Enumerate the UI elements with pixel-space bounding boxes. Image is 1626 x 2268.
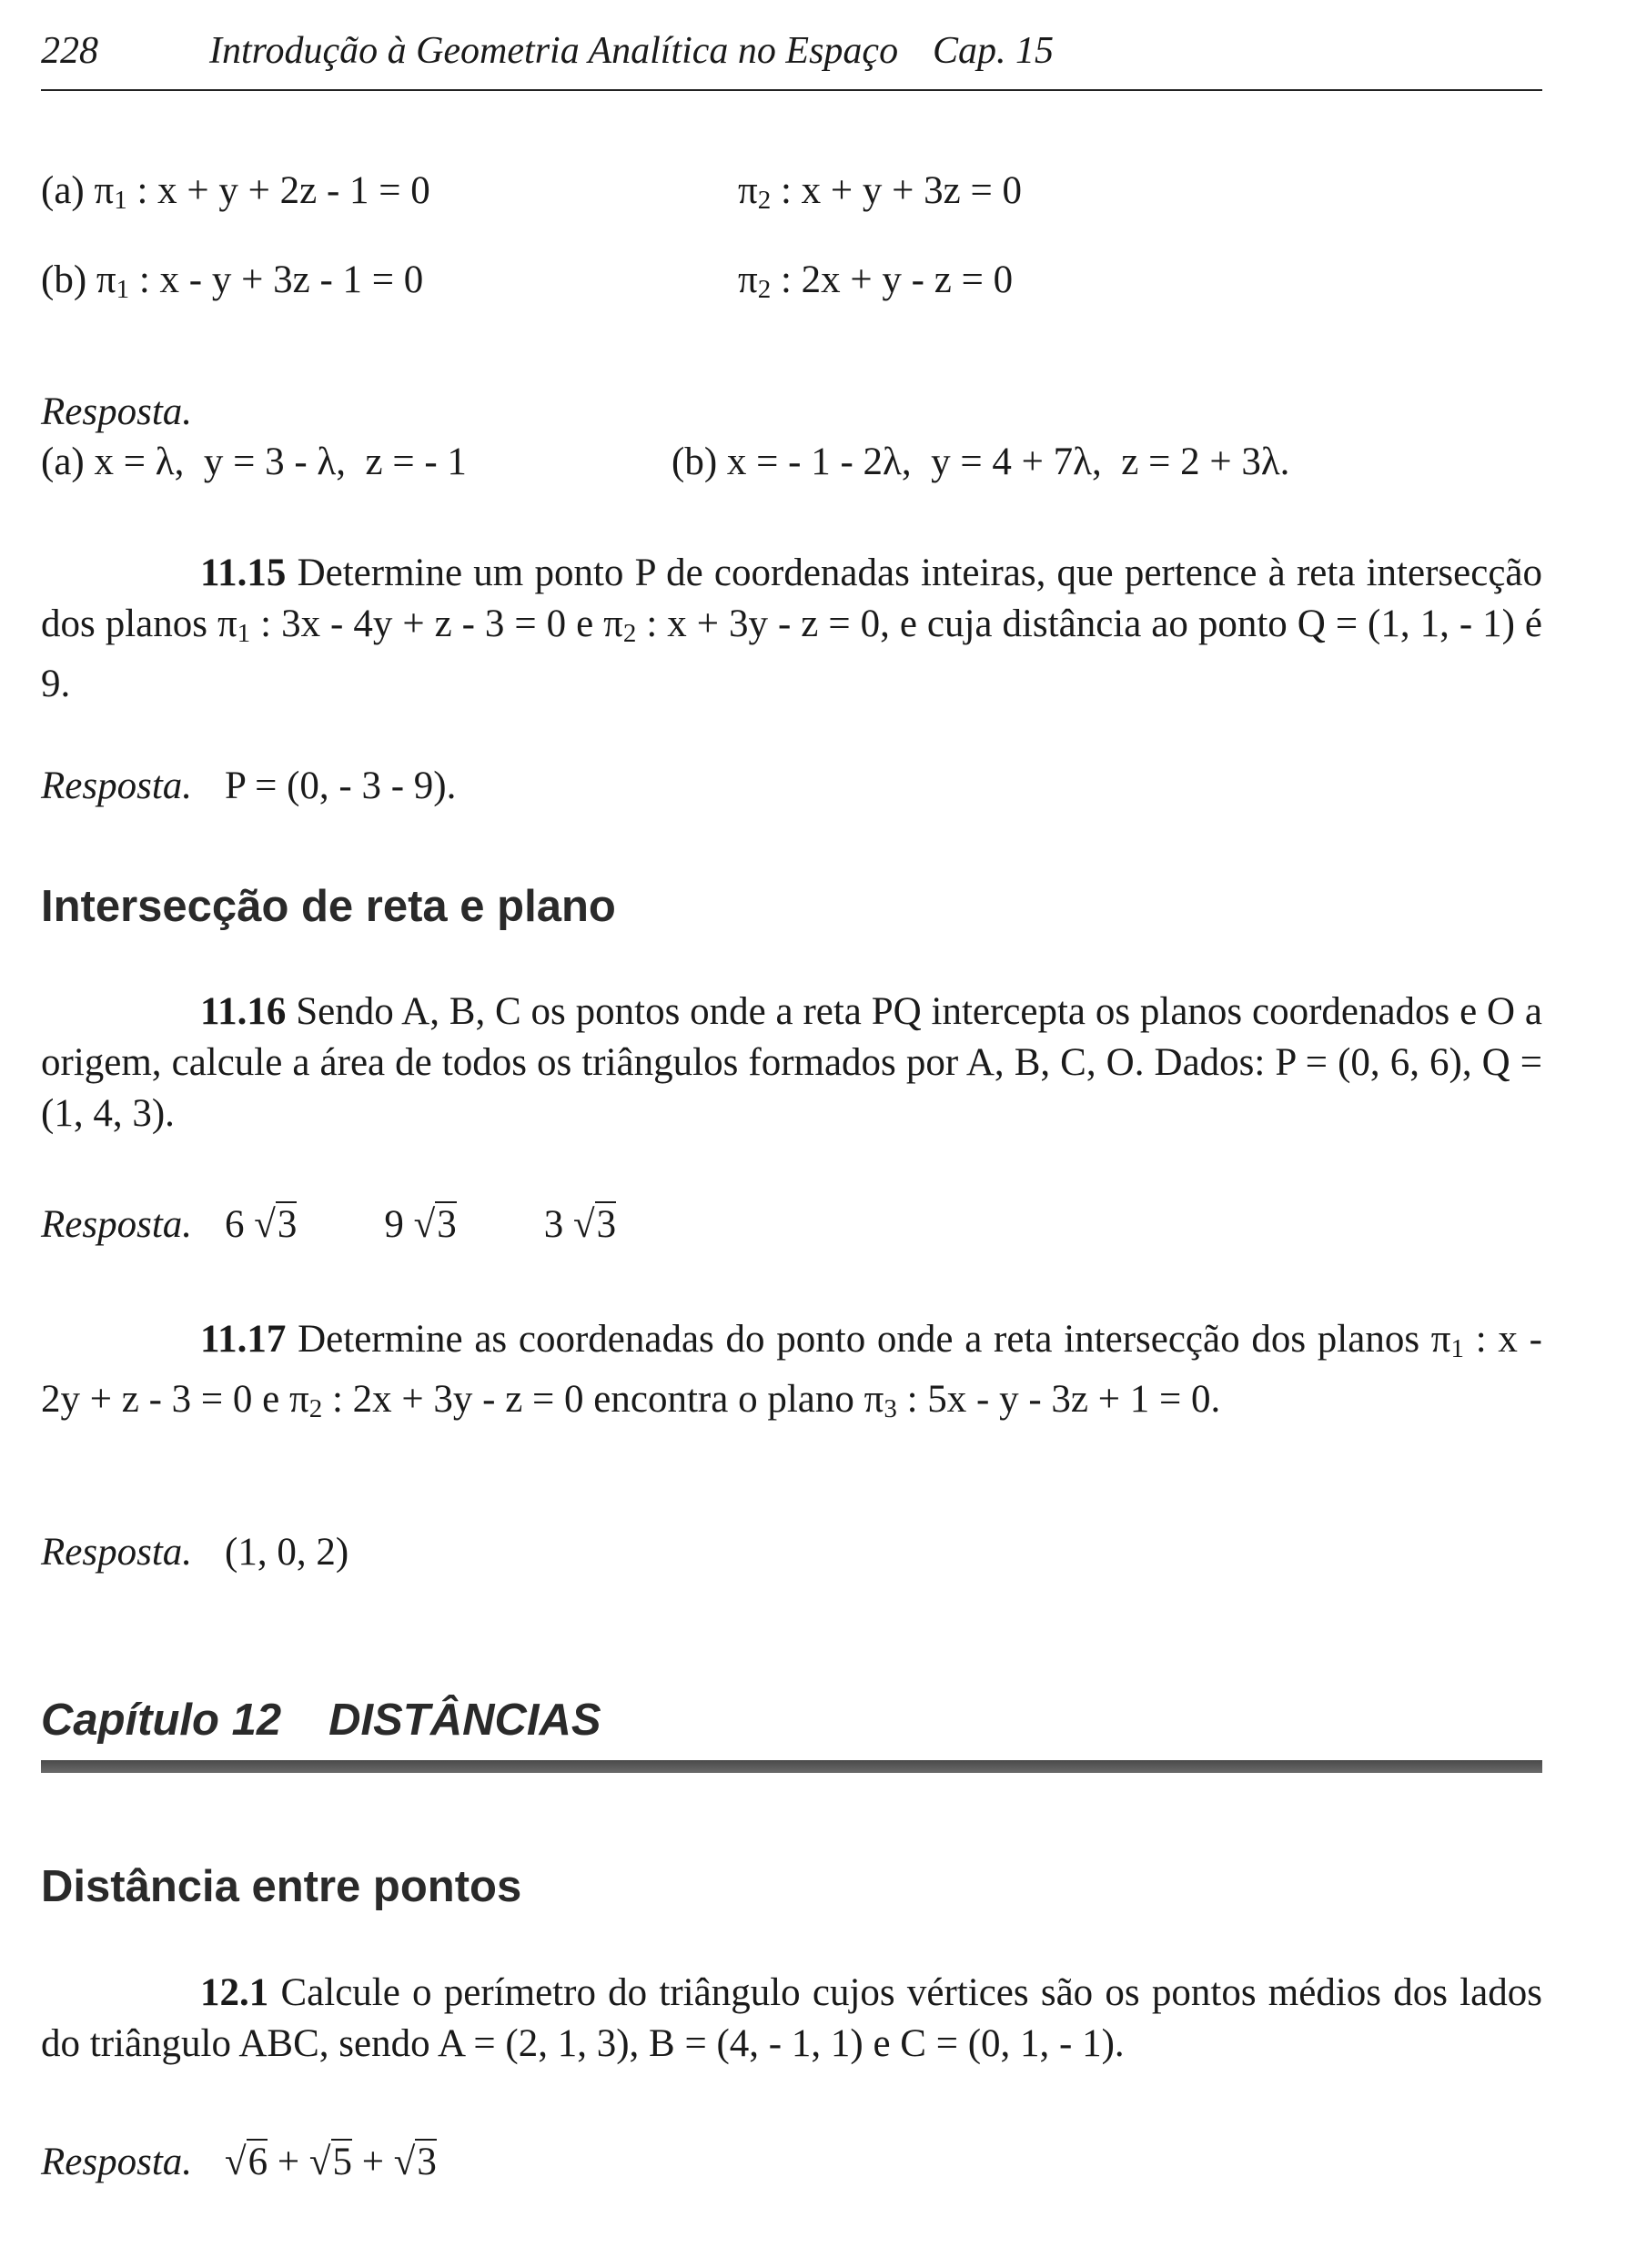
answer-a: (a) x = λ, y = 3 - λ, z = - 1 <box>41 440 467 483</box>
sqrt-expression: √3 <box>254 1203 298 1246</box>
answer-label: Resposta. <box>41 2141 193 2183</box>
chapter-reference: Cap. 15 <box>933 30 1055 72</box>
exercise-text: : 3x - 4y + z - 3 = 0 e π <box>250 602 623 645</box>
exercise-text: Sendo A, B, C os pontos onde a reta PQ intercepta os planos coordenados e O a origem, calcule a área de todos os triângulos formados por A, B, C, O. Dados: P = (0, 6, 6), Q = (1, 4, 3). <box>41 990 1542 1135</box>
pi-symbol: π <box>96 258 116 301</box>
exercise-text: : 2x + 3y - z = 0 encontra o plano π <box>322 1378 884 1421</box>
equation: : x - y + 3z - 1 = 0 <box>129 258 424 301</box>
running-head <box>41 25 1542 91</box>
radicand: 5 <box>332 2141 353 2183</box>
subscript: 1 <box>237 619 251 648</box>
item-b-label: (b) <box>41 258 87 301</box>
sqrt-expression: √6 <box>225 2141 268 2183</box>
exercise-11-17 <box>41 1314 1542 1434</box>
exercise-text: Determine um ponto P de coordenadas inteiras, que pertence à reta intersecção dos planos π <box>41 552 1542 645</box>
chapter-rule <box>41 1760 1542 1773</box>
exercise-text: Determine as coordenadas do ponto onde a reta intersecção dos planos π <box>286 1318 1451 1361</box>
exercise-number: 12.1 <box>200 1971 269 2014</box>
subscript: 3 <box>884 1394 897 1423</box>
exercise-11-16 <box>41 987 1542 1139</box>
radicand: 3 <box>437 1203 457 1246</box>
exercise-text: : x - 2y + z - 3 = 0 e π <box>41 1318 1542 1421</box>
subscript: 1 <box>114 186 127 215</box>
subscript: 2 <box>308 1394 323 1423</box>
section-heading-reta-plano: Intersecção de reta e plano <box>41 882 616 931</box>
answer-11-16 <box>41 1200 616 1250</box>
subscript: 1 <box>116 275 130 304</box>
answer-b: (b) x = - 1 - 2λ, y = 4 + 7λ, z = 2 + 3λ. <box>672 440 1290 483</box>
chapter-title: DISTÂNCIAS <box>328 1696 601 1745</box>
item-a-plane-2 <box>738 166 1022 226</box>
exercise-number: 11.16 <box>200 990 287 1033</box>
answer-label: Resposta. <box>41 390 193 433</box>
sqrt-expression: √3 <box>413 1203 457 1246</box>
item-b-plane-1 <box>41 255 423 315</box>
answer-label: Resposta. <box>41 1531 193 1574</box>
radicand: 3 <box>596 1203 617 1246</box>
plus-sign: + <box>277 2141 300 2183</box>
book-page <box>41 0 1542 2268</box>
answer-coefficient: 9 <box>384 1203 404 1246</box>
pi-symbol: π <box>738 169 758 212</box>
chapter-heading <box>41 1695 601 1746</box>
pi-symbol: π <box>738 258 758 301</box>
exercise-text: Calcule o perímetro do triângulo cujos vértices são os pontos médios dos lados do triângulo ABC, sendo A = (2, 1, 3), B = (4, - 1, 1) e C = (0, 1, - 1). <box>41 1971 1542 2065</box>
subscript: 1 <box>1450 1334 1465 1363</box>
answer-coefficient: 6 <box>225 1203 245 1246</box>
radicand: 3 <box>417 2141 437 2183</box>
subscript: 2 <box>757 275 772 304</box>
subscript: 2 <box>757 186 772 215</box>
exercise-11-15 <box>41 548 1542 710</box>
exercise-12-1 <box>41 1968 1542 2070</box>
answer-value: P = (0, - 3 - 9). <box>225 764 457 807</box>
equation: : x + y + 3z = 0 <box>771 169 1023 212</box>
item-a-row <box>41 166 1542 217</box>
exercise-number: 11.15 <box>200 552 287 594</box>
item-a-plane-1 <box>41 166 430 226</box>
answer-11-15 <box>41 761 456 812</box>
answer-row <box>41 437 1542 488</box>
page-number: 228 <box>41 30 98 72</box>
plus-sign: + <box>361 2141 385 2183</box>
radicand: 3 <box>277 1203 298 1246</box>
exercise-number: 11.17 <box>200 1318 287 1361</box>
answer-label: Resposta. <box>41 764 193 807</box>
answer-12-1 <box>41 2137 437 2188</box>
pi-symbol: π <box>94 169 115 212</box>
radicand: 6 <box>247 2141 268 2183</box>
sqrt-expression: √3 <box>573 1203 617 1246</box>
sqrt-expression: √5 <box>308 2141 353 2183</box>
answer-value: (1, 0, 2) <box>225 1531 349 1574</box>
exercise-text: : x + 3y - z = 0, e cuja distância ao ponto Q = (1, 1, - 1) é 9. <box>41 602 1543 705</box>
item-a-label: (a) <box>41 169 85 212</box>
chapter-label: Capítulo 12 <box>41 1696 282 1745</box>
equation: : 2x + y - z = 0 <box>771 258 1014 301</box>
answer-coefficient: 3 <box>543 1203 564 1246</box>
exercise-text: : 5x - y - 3z + 1 = 0. <box>896 1378 1221 1421</box>
book-title: Introdução à Geometria Analítica no Espaço <box>209 30 899 72</box>
equation: : x + y + 2z - 1 = 0 <box>126 169 430 212</box>
item-b-row <box>41 255 1542 306</box>
answer-11-17 <box>41 1527 348 1578</box>
answer-label: Resposta. <box>41 1203 193 1246</box>
subscript: 2 <box>622 619 637 648</box>
item-b-plane-2 <box>738 255 1013 315</box>
section-heading-distancia: Distância entre pontos <box>41 1862 522 1911</box>
sqrt-expression: √3 <box>393 2141 437 2183</box>
